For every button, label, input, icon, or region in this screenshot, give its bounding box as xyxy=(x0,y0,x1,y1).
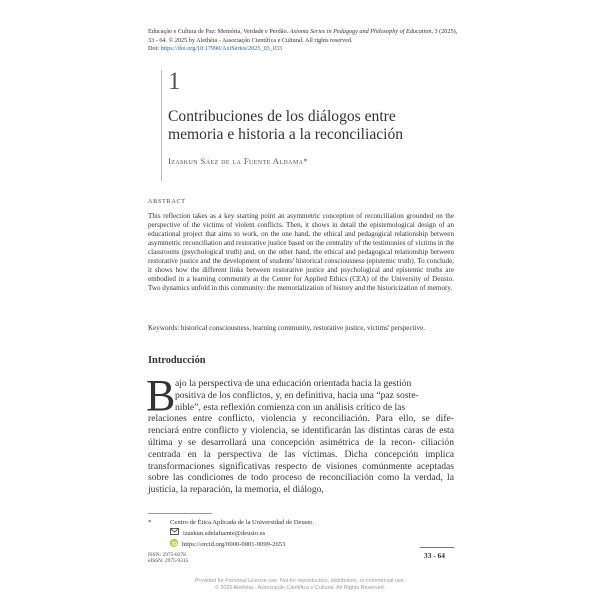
affiliation: Centro de Ética Aplicada de la Universidad de Deusto. xyxy=(170,519,315,526)
chapter-rule xyxy=(161,70,162,181)
license-line-2: © 2025 Alethéia - Associação Científica e Cultural. All Rights Reserved. xyxy=(214,585,386,592)
intro-paragraph xyxy=(148,378,454,496)
keywords: Keywords: historical consciousness, learning community, restorative justice, victims' perspective. xyxy=(148,324,426,332)
footnote xyxy=(148,518,448,551)
issn-electronic: eISSN: 2975-9315 xyxy=(148,558,189,565)
doi-label: Doi: xyxy=(148,45,161,53)
header-publication: Educação e Cultura de Paz: Memória, Verdade e Perdão. xyxy=(148,28,290,35)
header-volume: , 3 (2025), xyxy=(431,28,458,35)
doi-link[interactable]: https://doi.org/10.17990/AxiSeries/2025_03_033 xyxy=(160,45,283,53)
license-line-1: Provided for Personal License use. Not for reproduction, distribution, or commercial use. xyxy=(194,578,406,584)
header-series: Axioma Series in Pedagogy and Philosophy of Education xyxy=(289,28,432,35)
email-address[interactable]: izaskun.sdelafuente@deusto.es xyxy=(183,529,266,537)
page-range-rule xyxy=(420,547,454,548)
chapter-title-line2: memoria e historia a la reconciliación xyxy=(168,126,404,143)
issn-block xyxy=(148,552,188,565)
issn-print: ISSN: 2975-8378 xyxy=(148,552,186,558)
intro-line-3: nible”, esta reflexión comienza con un análisis crítico de las xyxy=(175,401,406,413)
chapter-title xyxy=(168,108,458,144)
running-header xyxy=(148,28,458,54)
footnote-rule xyxy=(148,513,212,514)
intro-body: relaciones entre conflicto, violencia y reconciliación. Para ello, se dife- renciará entre conflicto y violencia, se identificarán las distintas caras de esta última y se desarrollará una concepción asimétrica de la recon- ciliación centrada en la perspectiva de las víctimas. Dicha concepción implica transformaciones significativas respecto de visiones comúnmente aceptadas sobre las condiciones de todo proceso de reconciliación como la verdad, la justicia, la reparación, la memoria, el diálogo, xyxy=(148,413,454,496)
email-icon xyxy=(170,528,179,539)
chapter-number: 1 xyxy=(168,68,181,95)
intro-line-1: ajo la perspectiva de una educación orientada hacia la gestión xyxy=(175,378,412,389)
header-copyright: 33 - 64. © 2025 by Alethéia - Associação Científica e Cultural. All rights reserved. xyxy=(148,36,353,44)
footnote-mark: * xyxy=(148,519,152,526)
section-title: Introducción xyxy=(148,355,206,366)
abstract-text: This reflection takes as a key starting point an asymmetric conception of reconciliation grounded on the perspective of the victims of violent conflicts. Then, it shows in detail the epistemological design of an educational project that aims to work, on the one hand, the ethical and pedagogical relationship between asymmetric reconciliation and restorative justice based on the centrality of the testimonies of victims in the classrooms (psychological truth) and, on the other hand, the ethical and pedagogical relationship between restorative justice and the development of students' historical consciousness (epistemic truth). To conclude, it shows how the different links between restorative justice and psychological and epistemic truths are embodied in a learning community at the Center for Applied Ethics (CEA) of the University of Deusto. Two dynamics unfold in this community: the memorialization of history and the historicization of memory. xyxy=(148,212,454,292)
intro-line-2: positiva de los conflictos, y, en definitiva, hacia una “paz soste- xyxy=(175,389,419,401)
orcid-icon xyxy=(170,539,178,551)
chapter-title-line1: Contribuciones de los diálogos entre xyxy=(168,108,396,125)
orcid-link[interactable]: https://orcid.org/0000-0001-9099-2653 xyxy=(182,541,286,548)
page-range: 33 - 64 xyxy=(424,551,445,560)
drop-cap: B xyxy=(146,371,176,420)
license-notice xyxy=(0,578,600,593)
abstract-heading: ABSTRACT xyxy=(148,199,186,205)
chapter-author: Izaskun Sáez de la Fuente Aldama* xyxy=(168,156,309,166)
